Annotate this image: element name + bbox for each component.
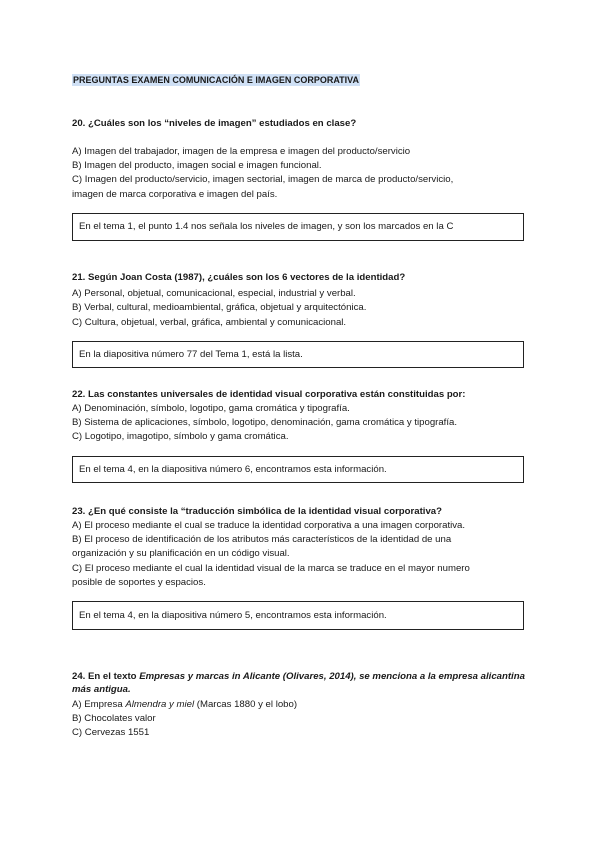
q24-option-a-prefix: A) Empresa [72,699,126,710]
q23-option-a: A) El proceso mediante el cual se traduce la identidad corporativa a una imagen corporativa. [72,520,466,531]
q21-option-c: C) Cultura, objetual, verbal, gráfica, ambiental y comunicacional. [72,317,347,328]
q23-option-b: B) El proceso de identificación de los atributos más característicos de la identidad de una [72,534,452,545]
q24-question-line2: más antigua. [72,684,131,695]
q22-option-a: A) Denominación, símbolo, logotipo, gama cromática y tipografía. [72,403,350,414]
q24-option-a-suffix: (Marcas 1880 y el lobo) [194,699,298,710]
q22-answer-box: En el tema 4, en la diapositiva número 6, encontramos esta información. [72,456,524,483]
document-title: PREGUNTAS EXAMEN COMUNICACIÓN E IMAGEN CORPORATIVA [73,75,360,85]
question-23: 23. ¿En qué consiste la “traducción simbólica de la identidad visual corporativa? [72,506,442,517]
q23-answer-box: En el tema 4, en la diapositiva número 5, encontramos esta información. [72,601,524,630]
q24-question-title: Empresas y marcas in Alicante (Olivares, 2014), se menciona a la empresa alicantina [139,671,525,682]
q20-option-b: B) Imagen del producto, imagen social e imagen funcional. [72,160,322,171]
q24-option-a [72,699,297,711]
q20-option-c-cont: imagen de marca corporativa e imagen del país. [72,189,278,200]
question-22: 22. Las constantes universales de identidad visual corporativa están constituidas por: [72,389,466,400]
question-24-cont [72,684,131,696]
q20-option-a: A) Imagen del trabajador, imagen de la empresa e imagen del producto/servicio [72,146,411,157]
q24-option-c: C) Cervezas 1551 [72,727,150,738]
q21-option-b: B) Verbal, cultural, medioambiental, gráfica, objetual y arquitectónica. [72,302,367,313]
q21-option-a: A) Personal, objetual, comunicacional, especial, industrial y verbal. [72,288,356,299]
q22-option-b: B) Sistema de aplicaciones, símbolo, logotipo, denominación, gama cromática y tipografía. [72,417,458,428]
q24-option-b: B) Chocolates valor [72,713,156,724]
q23-option-b-cont: organización y su planificación en un código visual. [72,548,290,559]
q24-question-prefix: 24. En el texto [72,671,140,682]
q24-option-a-italic: Almendra y miel [125,699,195,710]
question-20: 20. ¿Cuáles son los “niveles de imagen” estudiados en clase? [72,118,357,129]
q20-answer-box: En el tema 1, el punto 1.4 nos señala los niveles de imagen, y son los marcados en la C [72,213,524,241]
q23-option-c: C) El proceso mediante el cual la identidad visual de la marca se traduce en el mayor numero [72,563,470,574]
question-21: 21. Según Joan Costa (1987), ¿cuáles son los 6 vectores de la identidad? [72,272,406,283]
q22-option-c: C) Logotipo, imagotipo, símbolo y gama cromática. [72,431,289,442]
q20-option-c: C) Imagen del producto/servicio, imagen sectorial, imagen de marca de producto/servicio, [72,174,454,185]
q21-answer-box: En la diapositiva número 77 del Tema 1, está la lista. [72,341,524,368]
q23-option-c-cont: posible de soportes y espacios. [72,577,206,588]
question-24 [72,671,525,683]
